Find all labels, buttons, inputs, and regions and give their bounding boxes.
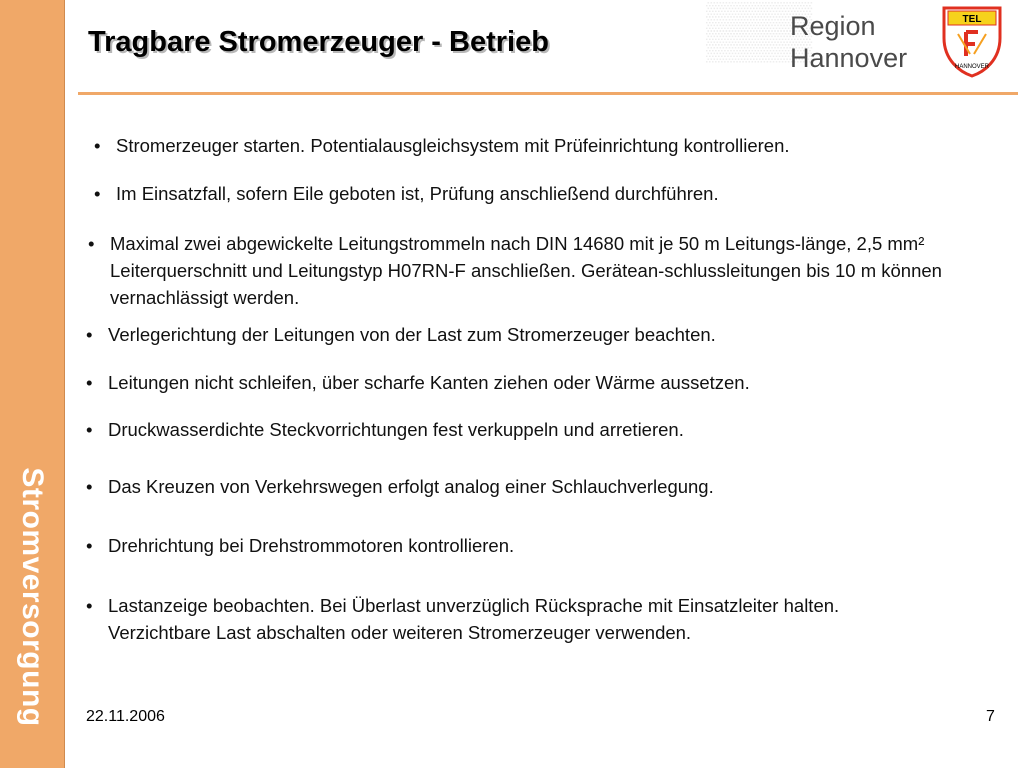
- bullet-dot-icon: •: [86, 419, 93, 440]
- bullet-text: Im Einsatzfall, sofern Eile geboten ist, Prüfung anschließend durchführen.: [116, 183, 719, 204]
- region-hannover-logo: [790, 10, 907, 74]
- list-item: [86, 416, 988, 443]
- footer-date: 22.11.2006: [86, 708, 165, 725]
- bullet-dot-icon: •: [86, 535, 93, 556]
- bullet-text: Druckwasserdichte Steckvorrichtungen fest verkuppeln und arretieren.: [108, 419, 684, 440]
- list-item: [94, 132, 996, 159]
- list-item: [86, 369, 988, 396]
- bullet-dot-icon: •: [86, 324, 93, 345]
- bullet-text: Stromerzeuger starten. Potentialausgleichsystem mit Prüfeinrichtung kontrollieren.: [116, 135, 790, 156]
- bullet-text: Drehrichtung bei Drehstrommotoren kontrollieren.: [108, 535, 515, 556]
- logo-line-2: Hannover: [790, 43, 908, 73]
- bullet-text: Verlegerichtung der Leitungen von der Last zum Stromerzeuger beachten.: [108, 324, 716, 345]
- list-item: [94, 180, 996, 207]
- list-item: [86, 532, 988, 559]
- bullet-text: Lastanzeige beobachten. Bei Überlast unverzüglich Rücksprache mit Einsatzleiter halten. Verzichtbare Last abschalten oder weiteren Stromerzeuger verwenden.: [108, 595, 840, 643]
- bullet-text: Maximal zwei abgewickelte Leitungstrommeln nach DIN 14680 mit je 50 m Leitungs-länge, 2,5 mm² Leiterquerschnitt und Leitungstyp H07RN-F anschließen. Gerätean-schlussleitungen bis 10 m können vernachlässigt werden.: [110, 233, 942, 308]
- bullet-text: Leitungen nicht schleifen, über scharfe Kanten ziehen oder Wärme aussetzen.: [108, 372, 750, 393]
- watermark-graphic: ▒▒▒▒▒ ▒▒▒▒▒: [706, 1, 813, 62]
- tel-hannover-crest-icon: [940, 4, 1004, 78]
- list-item: [86, 592, 938, 646]
- bullet-dot-icon: •: [94, 183, 101, 204]
- bullet-dot-icon: •: [86, 476, 93, 497]
- list-item: [86, 321, 988, 348]
- bullet-dot-icon: •: [88, 233, 95, 254]
- bullet-text: Das Kreuzen von Verkehrswegen erfolgt analog einer Schlauchverlegung.: [108, 476, 714, 497]
- bullet-dot-icon: •: [86, 372, 93, 393]
- sidebar-label: Stromversorgung: [16, 467, 49, 727]
- slide-title: Tragbare Stromerzeuger - Betrieb: [88, 26, 549, 58]
- list-item: [88, 230, 950, 311]
- bullet-dot-icon: •: [94, 135, 101, 156]
- list-item: [86, 473, 988, 500]
- logo-line-1: Region: [790, 11, 876, 41]
- header-divider: [78, 92, 1018, 95]
- bullet-dot-icon: •: [86, 595, 93, 616]
- crest-top-text: TEL: [962, 14, 982, 25]
- page-number: 7: [986, 708, 995, 725]
- sidebar: [0, 0, 65, 768]
- crest-bottom-text: HANNOVER: [954, 64, 990, 70]
